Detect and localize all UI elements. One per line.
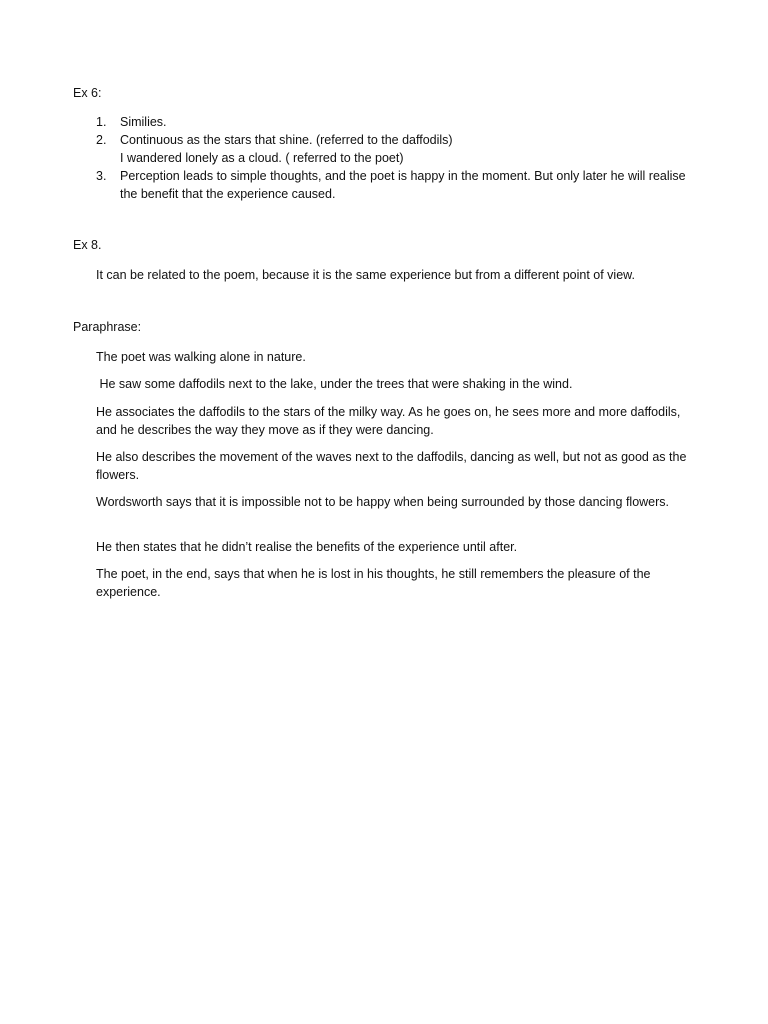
list-item-number: 1.: [96, 115, 107, 129]
ex6-heading: Ex 6:: [73, 86, 102, 100]
ex6-list: [96, 113, 696, 203]
paraphrase-paragraph: He associates the daffodils to the stars of the milky way. As he goes on, he sees more and more daffodils, and he describes the way they move as if they were dancing.: [96, 405, 681, 437]
list-item-text: Perception leads to simple thoughts, and the poet is happy in the moment. But only later he will realise the benefit that the experience caused.: [120, 169, 686, 201]
paraphrase-paragraph: The poet was walking alone in nature.: [96, 350, 306, 364]
paraphrase-paragraph: Wordsworth says that it is impossible not to be happy when being surrounded by those dancing flowers.: [96, 495, 670, 509]
list-item: [96, 131, 696, 167]
list-item-text: Continuous as the stars that shine. (referred to the daffodils): [120, 133, 453, 147]
list-item: [96, 113, 696, 131]
list-item-number: 2.: [96, 133, 107, 147]
paraphrase-heading: Paraphrase:: [73, 320, 142, 334]
ex8-heading: Ex 8.: [73, 238, 102, 252]
list-item-text: I wandered lonely as a cloud. ( referred to the poet): [120, 151, 404, 165]
paraphrase-paragraph: He then states that he didn’t realise the benefits of the experience until after.: [96, 540, 518, 554]
list-item-number: 3.: [96, 169, 107, 183]
paraphrase-paragraph: He also describes the movement of the waves next to the daffodils, dancing as well, but not as good as the flowers.: [96, 450, 687, 482]
paraphrase-paragraph: He saw some daffodils next to the lake, under the trees that were shaking in the wind.: [96, 377, 573, 391]
list-item: [96, 167, 696, 203]
list-item-text: Similies.: [120, 115, 167, 129]
ex8-answer: It can be related to the poem, because it is the same experience but from a different point of view.: [96, 268, 635, 282]
paraphrase-paragraph: The poet, in the end, says that when he is lost in his thoughts, he still remembers the pleasure of the experience.: [96, 567, 651, 599]
